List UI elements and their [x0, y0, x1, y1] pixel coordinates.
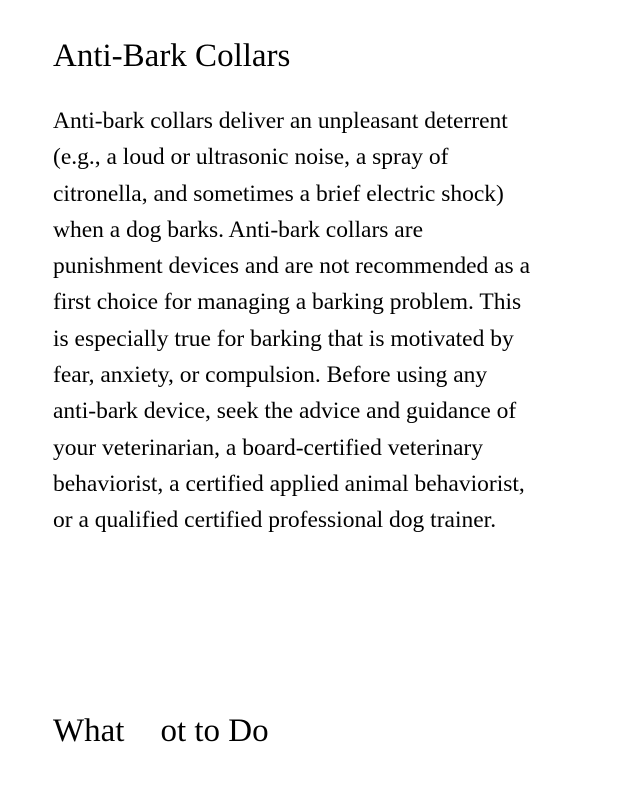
heading-text-part-1: What: [53, 713, 125, 749]
section-heading-anti-bark-collars: Anti-Bark Collars: [53, 38, 291, 74]
heading-text-part-2: ot to Do: [160, 713, 269, 749]
section-heading-what-not-to-do: [53, 711, 269, 751]
section-paragraph-anti-bark-collars: Anti-bark collars deliver an unpleasant deterrent (e.g., a loud or ultrasonic noise, a spray of citronella, and sometimes a brief electric shock) when a dog barks. Anti-bark collars are punishment devices and are not recommended as a first choice for managing a barking problem. This is especially true for barking that is motivated by fear, anxiety, or compulsion. Before using any anti-bark device, seek the advice and guidance of your veterinarian, a board-certified veterinary behaviorist, a certified applied animal behaviorist, or a qualified certified professional dog trainer.: [53, 108, 531, 534]
